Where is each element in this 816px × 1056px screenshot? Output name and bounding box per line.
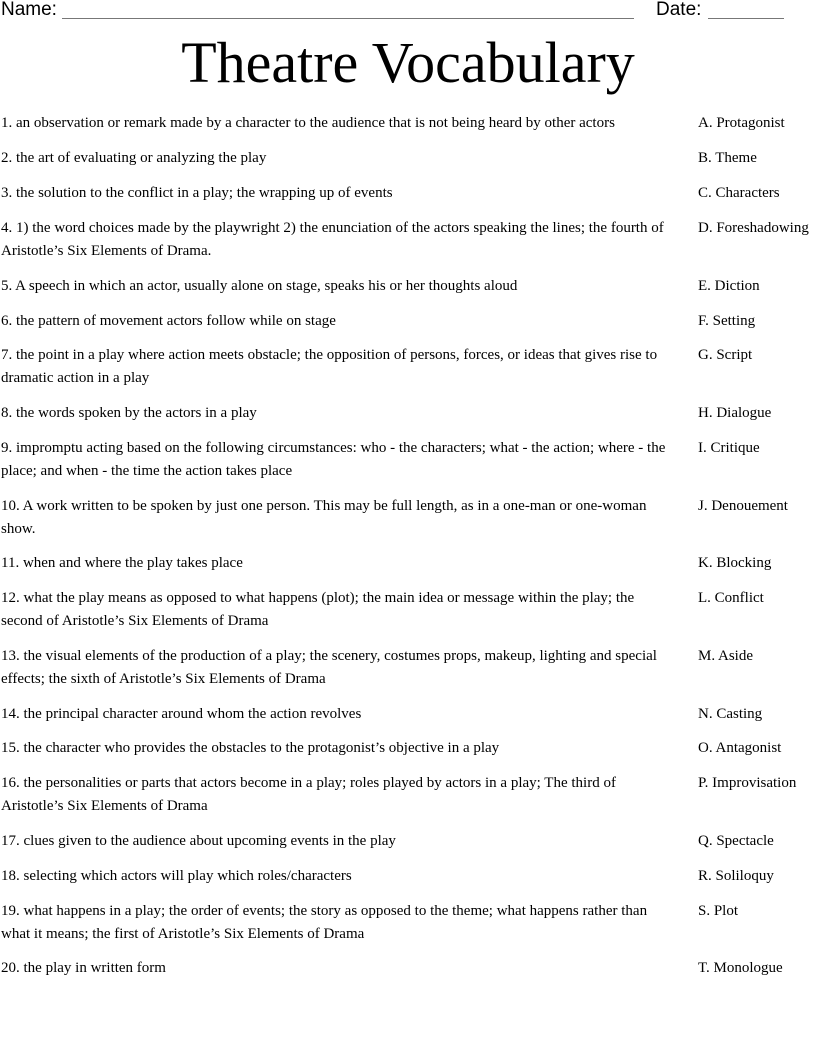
answer-choice: F. Setting [698,313,756,329]
answer-choice: M. Aside [698,648,754,664]
date-label: Date: [656,0,702,20]
definition-text: 12. what the play means as opposed to what happens (plot); the main idea or message within the play; the second of Aristotle’s Six Elements of Drama [1,590,635,629]
answer-choice: P. Improvisation [698,775,797,791]
answer-choice: C. Characters [698,185,780,201]
name-label: Name: [1,0,57,20]
answer-choice: E. Diction [698,278,760,294]
definition-text: 13. the visual elements of the production of a play; the scenery, costumes props, makeup, lighting and special effects; the sixth of Aristotle’s Six Elements of Drama [1,648,657,687]
definition-text: 18. selecting which actors will play which roles/characters [1,868,352,884]
date-blank-line[interactable] [708,18,784,19]
definition-text: 4. 1) the word choices made by the playwright 2) the enunciation of the actors speaking the lines; the fourth of Aristotle’s Six Elements of Drama. [1,220,664,259]
definition-text: 16. the personalities or parts that actors become in a play; roles played by actors in a play; The third of Aristotle’s Six Elements of Drama [1,775,616,814]
definition-text: 14. the principal character around whom the action revolves [1,706,362,722]
definition-text: 5. A speech in which an actor, usually alone on stage, speaks his or her thoughts aloud [1,278,518,294]
answer-choice: D. Foreshadowing [698,220,809,236]
definition-text: 17. clues given to the audience about upcoming events in the play [1,833,396,849]
definition-text: 6. the pattern of movement actors follow while on stage [1,313,336,329]
answer-choice: J. Denouement [698,498,788,514]
definition-text: 7. the point in a play where action meets obstacle; the opposition of persons, forces, or ideas that gives rise to dramatic action in a play [1,347,658,386]
name-blank-line[interactable] [62,18,634,19]
definition-text: 3. the solution to the conflict in a play; the wrapping up of events [1,185,393,201]
answer-choice: A. Protagonist [698,115,785,131]
answer-choice: O. Antagonist [698,740,782,756]
answer-choice: R. Soliloquy [698,868,774,884]
answer-choice: I. Critique [698,440,760,456]
definition-text: 15. the character who provides the obstacles to the protagonist’s objective in a play [1,740,500,756]
worksheet-header [0,0,816,28]
answer-choice: H. Dialogue [698,405,772,421]
answer-choice: K. Blocking [698,555,772,571]
answer-choice: N. Casting [698,706,763,722]
worksheet-title: Theatre Vocabulary [181,30,635,95]
definition-text: 2. the art of evaluating or analyzing the play [1,150,267,166]
definition-text: 9. impromptu acting based on the following circumstances: who - the characters; what - the action; where - the place; and when - the time the action takes place [1,440,666,479]
answer-choice: L. Conflict [698,590,764,606]
definition-text: 11. when and where the play takes place [1,555,243,571]
definition-text: 10. A work written to be spoken by just one person. This may be full length, as in a one-man or one-woman show. [1,498,647,537]
definition-text: 20. the play in written form [1,960,166,976]
answer-choice: B. Theme [698,150,757,166]
answer-choice: T. Monologue [698,960,783,976]
definition-text: 19. what happens in a play; the order of events; the story as opposed to the theme; what happens rather than what it means; the first of Aristotle’s Six Elements of Drama [1,903,648,942]
definition-text: 8. the words spoken by the actors in a play [1,405,257,421]
answer-choice: Q. Spectacle [698,833,774,849]
answer-choice: S. Plot [698,903,739,919]
definition-text: 1. an observation or remark made by a character to the audience that is not being heard by other actors [1,115,615,131]
answer-choice: G. Script [698,347,753,363]
